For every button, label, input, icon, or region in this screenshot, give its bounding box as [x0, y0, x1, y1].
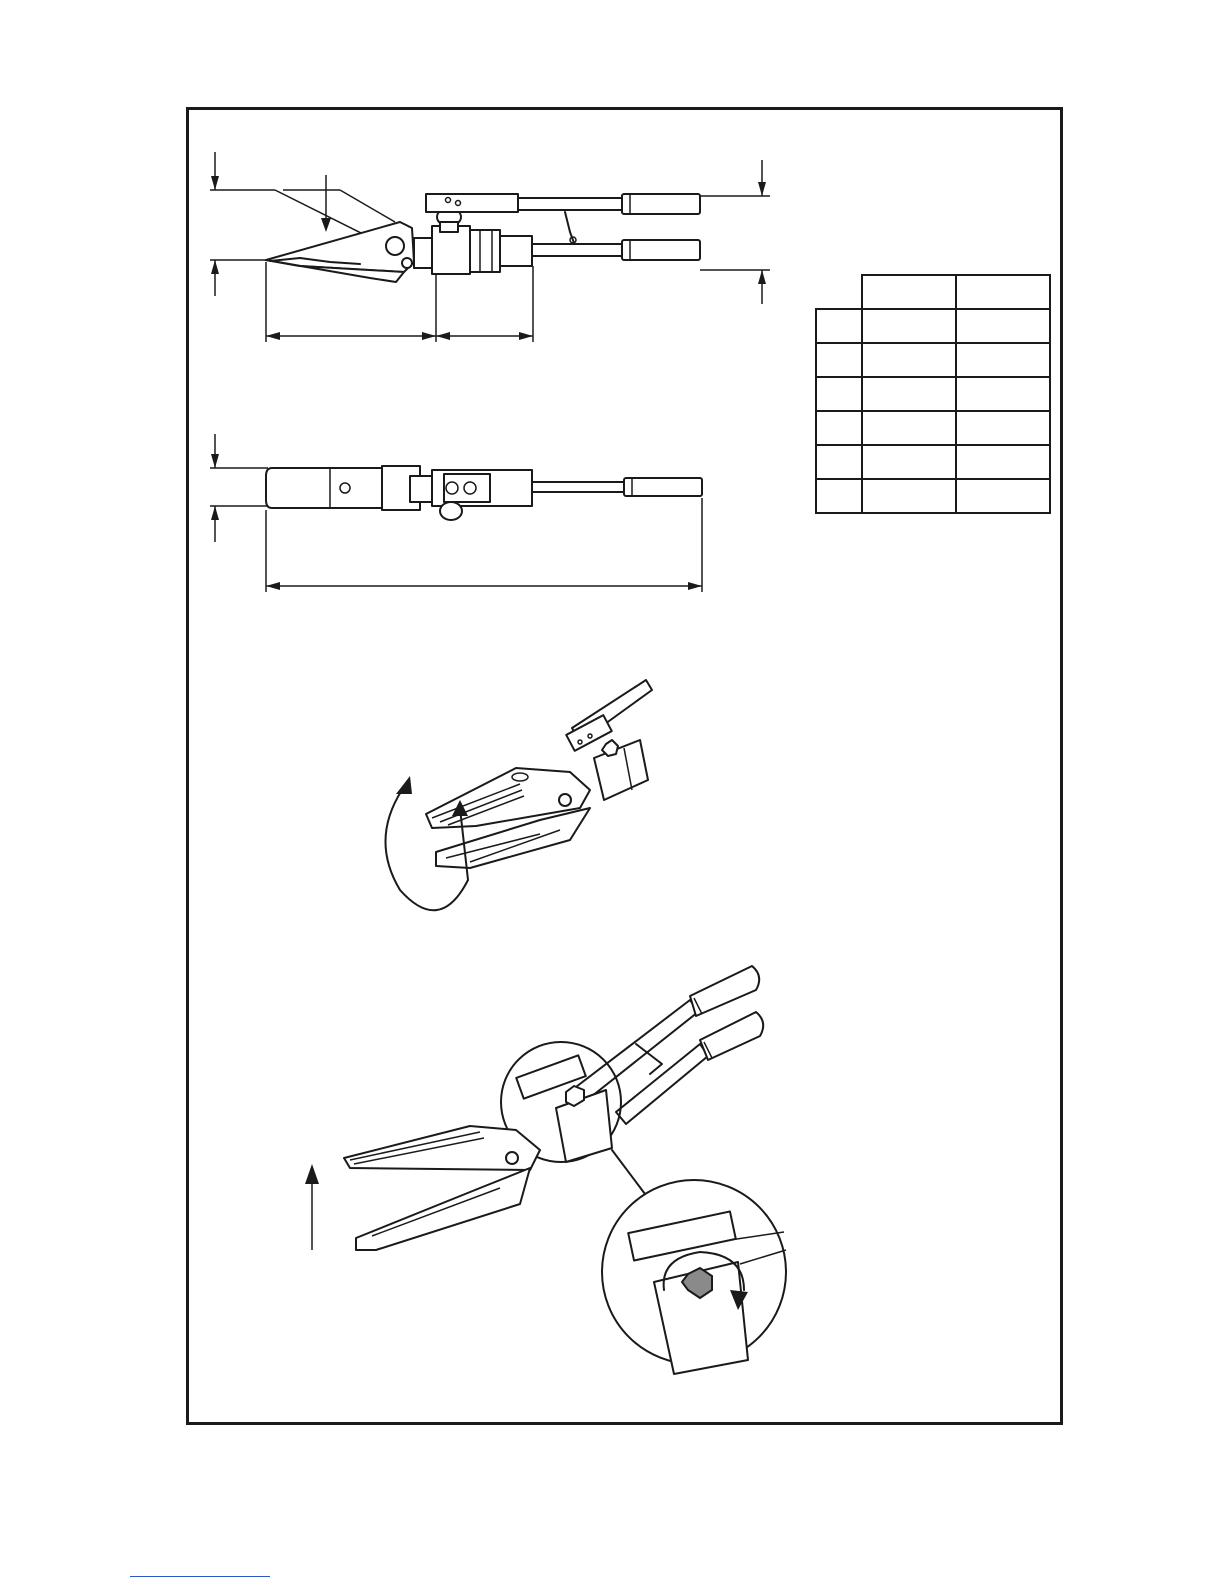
tool-top-view: [210, 434, 702, 592]
spec-cell: [816, 343, 862, 377]
spec-cell: [862, 445, 956, 479]
tool-side-view: [210, 152, 770, 342]
spec-table: [815, 274, 1051, 514]
spec-cell: [816, 411, 862, 445]
spec-row: [816, 479, 1050, 513]
spec-row: [816, 411, 1050, 445]
spec-cell: [862, 309, 956, 343]
footer-link-underline: [130, 1576, 270, 1577]
spec-header-cell: [862, 275, 956, 309]
spec-cell: [862, 343, 956, 377]
spec-cell: [862, 377, 956, 411]
spec-cell: [956, 343, 1050, 377]
spec-row: [816, 445, 1050, 479]
spec-cell: [816, 309, 862, 343]
spec-cell: [862, 479, 956, 513]
spec-row: [816, 309, 1050, 343]
spec-cell: [956, 445, 1050, 479]
spec-cell: [816, 445, 862, 479]
spec-table-header: [816, 275, 1050, 309]
spec-cell: [956, 309, 1050, 343]
spec-row: [816, 343, 1050, 377]
jaw-rotation-illustration: [385, 680, 652, 910]
spec-row: [816, 377, 1050, 411]
spec-cell: [816, 377, 862, 411]
spec-cell: [956, 377, 1050, 411]
valve-knob-illustration: [305, 966, 786, 1374]
spec-cell: [956, 411, 1050, 445]
spec-cell: [816, 479, 862, 513]
spec-cell: [956, 479, 1050, 513]
spec-header-cell: [816, 275, 862, 309]
spec-cell: [862, 411, 956, 445]
spec-header-cell: [956, 275, 1050, 309]
